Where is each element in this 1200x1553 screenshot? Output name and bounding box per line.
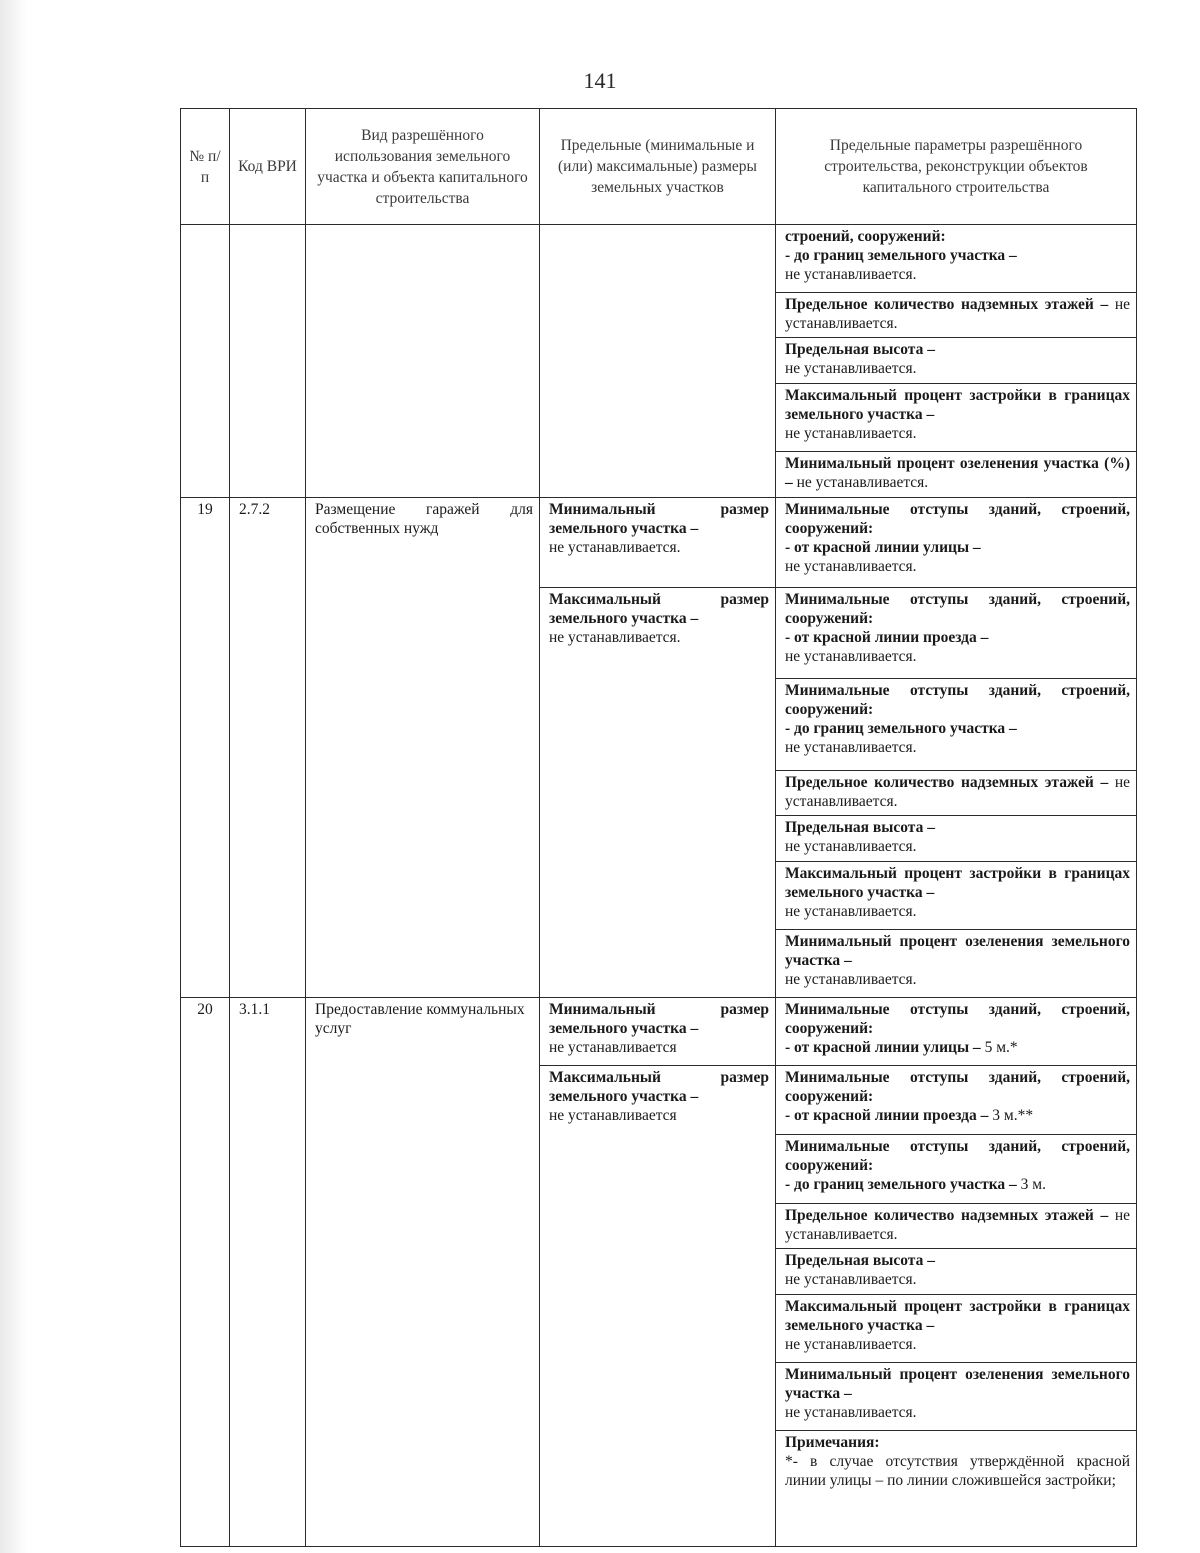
param-cell: Максимальный процент застройки в границах земельного участка – не устанавливается. (776, 1295, 1137, 1363)
param-cell: Минимальные отступы зданий, строений, сооружений: - до границ земельного участка – 3 м. (776, 1135, 1137, 1204)
header-kind: Вид разрешённого использования земельного участка и объекта капитального строительства (306, 109, 540, 225)
cont-sizes-cell (540, 225, 776, 498)
param-cell: Предельное количество надземных этажей – не устанавливается. (776, 1204, 1137, 1249)
param-cell: Минимальные отступы зданий, строений, сооружений: - от красной линии проезда – 3 м.** (776, 1066, 1137, 1135)
notes-text: *- в случае отсутствия утверждённой красной линии улицы – по линии сложившейся застройки; (785, 1453, 1130, 1489)
row-kind: Размещение гаражей для собственных нужд (306, 498, 540, 998)
header-sizes: Предельные (минимальные и (или) максимальные) размеры земельных участков (540, 109, 776, 225)
scan-edge-shadow (0, 0, 28, 1553)
cont-num-cell (181, 225, 230, 498)
param-cell: Минимальные отступы зданий, строений, сооружений: - от красной линии проезда – не устанавливается. (776, 588, 1137, 679)
param-cell: строений, сооружений: - до границ земельного участка – не устанавливается. (776, 225, 1137, 293)
table-row (181, 998, 1137, 1066)
size-cell: Максимальный размер земельного участка – не устанавливается (540, 1066, 776, 1547)
notes-cell (776, 1431, 1137, 1547)
param-cell: Минимальные отступы зданий, строений, сооружений: - от красной линии улицы – 5 м.* (776, 998, 1137, 1066)
size-cell: Максимальный размер земельного участка – не устанавливается. (540, 588, 776, 998)
header-num: № п/п (181, 109, 230, 225)
row-code: 3.1.1 (230, 998, 306, 1547)
param-cell: Минимальный процент озеленения участка (%) – не устанавливается. (776, 452, 1137, 498)
cont-code-cell (230, 225, 306, 498)
param-cell: Предельная высота – не устанавливается. (776, 338, 1137, 384)
size-cell: Минимальный размер земельного участка – не устанавливается (540, 998, 776, 1066)
page-number: 141 (583, 68, 617, 93)
row-code: 2.7.2 (230, 498, 306, 998)
header-params: Предельные параметры разрешённого строительства, реконструкции объектов капитального строительства (776, 109, 1137, 225)
param-cell: Минимальные отступы зданий, строений, сооружений: - до границ земельного участка – не устанавливается. (776, 679, 1137, 771)
param-cell: Максимальный процент застройки в границах земельного участка – не устанавливается. (776, 384, 1137, 452)
row-number: 19 (181, 498, 230, 998)
cont-kind-cell (306, 225, 540, 498)
header-code: Код ВРИ (230, 109, 306, 225)
land-use-table (180, 108, 1137, 1547)
param-cell: Минимальные отступы зданий, строений, сооружений: - от красной линии улицы – не устанавливается. (776, 498, 1137, 588)
param-cell: Предельная высота – не устанавливается. (776, 816, 1137, 862)
param-cell: Предельное количество надземных этажей – не устанавливается. (776, 293, 1137, 338)
row-number: 20 (181, 998, 230, 1547)
row-kind: Предоставление коммунальных услуг (306, 998, 540, 1547)
table-row (181, 225, 1137, 293)
table-header-row (181, 109, 1137, 225)
param-cell: Минимальный процент озеленения земельного участка – не устанавливается. (776, 930, 1137, 998)
table-row (181, 498, 1137, 588)
param-cell: Предельное количество надземных этажей – не устанавливается. (776, 771, 1137, 816)
size-cell: Минимальный размер земельного участка – не устанавливается. (540, 498, 776, 588)
notes-title: Примечания: (785, 1434, 880, 1451)
param-cell: Максимальный процент застройки в границах земельного участка – не устанавливается. (776, 862, 1137, 930)
param-cell: Минимальный процент озеленения земельного участка – не устанавливается. (776, 1363, 1137, 1431)
param-cell: Предельная высота – не устанавливается. (776, 1249, 1137, 1295)
